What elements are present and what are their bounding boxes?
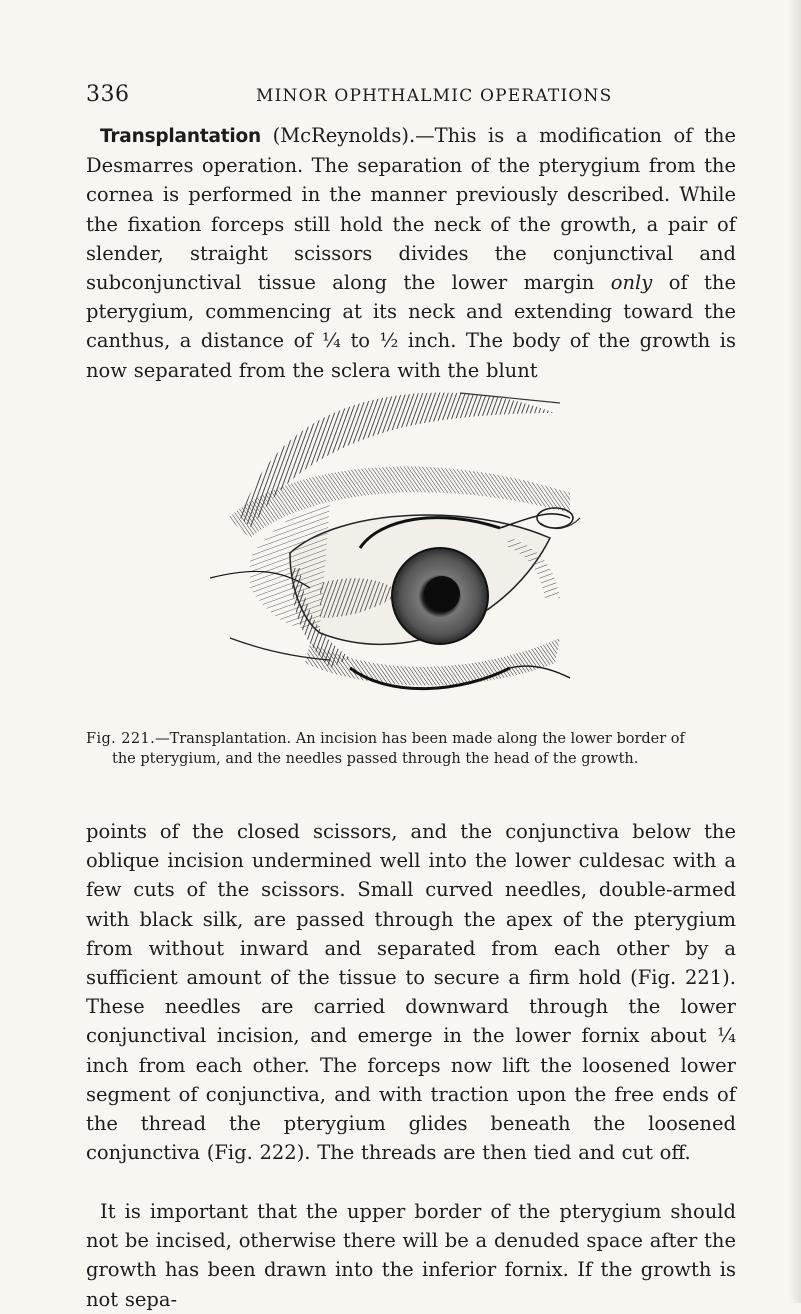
page-edge-shadow: [789, 0, 801, 1303]
paragraph-upper-border: [86, 1197, 736, 1314]
paragraph-transplantation: [86, 121, 736, 385]
figure-caption: [86, 729, 736, 769]
caption-text-line-2: the pterygium, and the needles passed through the head of the growth.: [112, 751, 639, 767]
page-number: 336: [86, 82, 130, 107]
fraction-quarter: ¼: [322, 329, 341, 353]
running-title: MINOR OPHTHALMIC OPERATIONS: [256, 86, 613, 106]
paragraph-text-3: to: [340, 329, 380, 353]
lower-lid: [305, 638, 560, 686]
paragraph-3-text: It is important that the upper border of the pterygium should not be incised, otherwise there will be a denuded space after the growth has been drawn into the inferior fornix. If the growth is not sepa-: [86, 1200, 736, 1311]
fraction-quarter-2: ¼: [717, 1024, 736, 1048]
paragraph-2-text-2: inch from each other. The forceps now lift the loosened lower segment of conjunctiva, and with traction upon the free ends of the thread the pterygium glides beneath the loosened conjunctiva (Fig. 222). The threads are then tied and cut off.: [86, 1053, 736, 1165]
paragraph-2-text: points of the closed scissors, and the conjunctiva below the oblique incision undermined well into the lower culdesac with a few cuts of the scissors. Small curved needles, double-armed with black silk, are passed through the apex of the pterygium from without inward and separated from each other by a sufficient amount of the tissue to secure a firm hold (Fig. 221). These needles are carried downward through the lower conjunctival incision, and emerge in the lower fornix about: [86, 820, 736, 1048]
caption-text: —Transplantation. An incision has been made along the lower border of: [155, 731, 685, 747]
section-heading: Transplantation: [100, 126, 262, 147]
emphasis-only: only: [610, 271, 653, 295]
paragraph-text-4: inch. The body of the growth is now separated from the sclera with the blunt: [86, 329, 736, 382]
eye-engraving: [210, 368, 600, 698]
figure-label: Fig. 221.: [86, 731, 156, 747]
pupil: [424, 576, 460, 612]
paragraph-text-2: of the pterygium, commencing at its neck and extending toward the canthus, a distance of: [86, 271, 736, 353]
paragraph-text: (McReynolds).—This is a modification of the Desmarres operation. The separation of the pterygium from the cornea is performed in the manner previously described. While the fixation forceps still hold the neck of the growth, a pair of slender, straight scissors divides the conjunctival and subconjunctival tissue along the lower margin: [86, 124, 736, 295]
fraction-half: ½: [379, 329, 399, 353]
running-head: [86, 82, 726, 114]
figure-221-eye-illustration: [210, 368, 600, 698]
paragraph-continuation: [86, 817, 736, 1167]
